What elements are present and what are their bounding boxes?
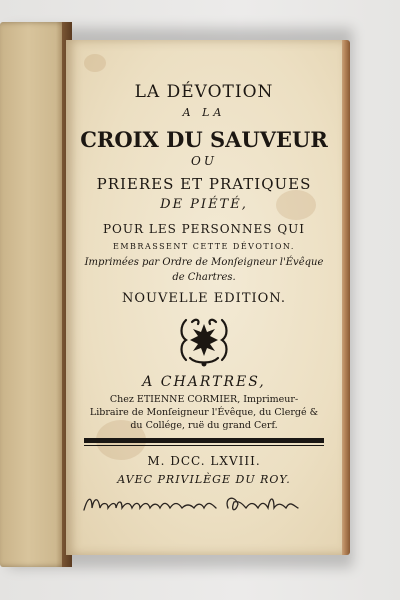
title-page bbox=[66, 40, 342, 555]
title-line-3: CROIX DU SAUVEUR bbox=[80, 127, 328, 152]
title-line-9: Imprimées par Ordre de Monſeigneur l'Évêque bbox=[84, 257, 324, 268]
printer-line-2: Libraire de Monſeigneur l'Évêque, du Clergé & bbox=[89, 407, 319, 418]
title-line-10: de Chartres. bbox=[172, 272, 236, 283]
printer-line-3: du Collége, ruë du grand Cerf. bbox=[130, 420, 278, 431]
title-line-6: DE PIÉTÉ, bbox=[160, 197, 248, 212]
handwritten-inscription bbox=[78, 490, 338, 516]
thick-rule bbox=[84, 438, 324, 443]
royal-privilege: AVEC PRIVILÈGE DU ROY. bbox=[117, 473, 291, 486]
cross-fleuron-icon bbox=[176, 312, 232, 368]
imprint-place: A CHARTRES, bbox=[142, 374, 266, 390]
title-line-5: PRIERES ET PRATIQUES bbox=[96, 175, 312, 193]
book-cover bbox=[0, 22, 70, 567]
title-line-1: LA DÉVOTION bbox=[134, 82, 274, 102]
printer-line-1: Chez ETIENNE CORMIER, Imprimeur- bbox=[109, 394, 299, 405]
foxing-stain bbox=[84, 54, 106, 72]
title-line-8: EMBRASSENT CETTE DÉVOTION. bbox=[113, 242, 295, 251]
title-line-4: OU bbox=[191, 154, 217, 168]
edition-line: NOUVELLE EDITION. bbox=[122, 291, 286, 306]
title-line-7: POUR LES PERSONNES QUI bbox=[102, 222, 306, 236]
imprint-year: M. DCC. LXVIII. bbox=[147, 454, 261, 468]
title-line-2: A LA bbox=[182, 106, 226, 119]
thin-rule bbox=[84, 445, 324, 446]
